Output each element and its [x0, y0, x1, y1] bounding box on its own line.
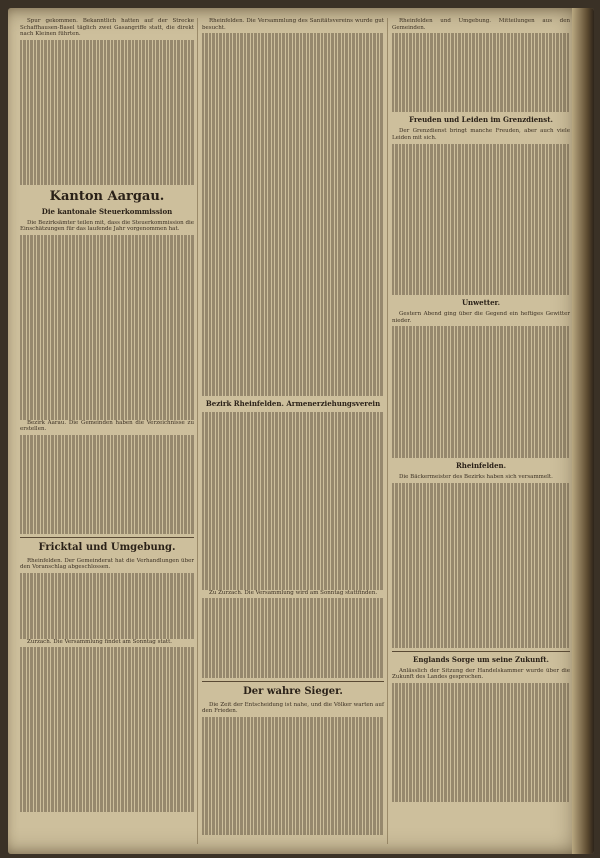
text-block: [20, 235, 194, 420]
newspaper-page: [8, 8, 594, 854]
column-divider: [197, 18, 198, 844]
text-block: [202, 412, 384, 590]
text-block: [20, 573, 194, 639]
text-block: [202, 33, 384, 396]
article-heading: Englands Sorge um seine Zukunft.: [413, 654, 549, 664]
text-block: [20, 40, 194, 185]
article-paragraph: Rheinfelden. Der Gemeinderat hat die Verhandlungen über den Voranschlag abgeschlossen.: [20, 557, 194, 571]
section-heading: Fricktal und Umgebung.: [38, 541, 176, 553]
article-heading: Bezirk Rheinfelden. Armenerziehungsverein: [205, 398, 381, 408]
article-paragraph: Die Bäckermeister des Bezirks haben sich versammelt.: [399, 474, 553, 481]
divider: [202, 681, 384, 682]
text-block: [392, 326, 570, 458]
article-heading: Rheinfelden.: [455, 461, 507, 471]
article-paragraph: Bezirk Aarau. Die Gemeinden haben die Verzeichnisse zu erstellen.: [20, 419, 194, 433]
column-1: [20, 18, 194, 812]
text-block: [20, 647, 194, 812]
column-2: [202, 18, 384, 835]
article-paragraph: Zurzach. Die Versammlung findet am Sonntag statt.: [27, 638, 173, 645]
article-paragraph: Anlässlich der Sitzung der Handelskammer wurde über die Zukunft des Landes gesprochen.: [392, 667, 570, 681]
article-heading: Unwetter.: [461, 298, 501, 308]
book-binding: [572, 8, 594, 854]
column-divider: [387, 18, 388, 844]
text-block: [20, 435, 194, 534]
column-3: [392, 18, 570, 802]
text-block: [392, 483, 570, 648]
article-heading: Die kantonale Steuerkommission: [41, 206, 173, 216]
article-paragraph: Rheinfelden. Die Versammlung des Sanitätsvereins wurde gut besucht.: [202, 18, 384, 31]
text-block: [392, 144, 570, 296]
divider: [392, 651, 570, 652]
divider: [20, 537, 194, 538]
article-paragraph: Gestern Abend ging über die Gegend ein heftiges Gewitter nieder.: [392, 311, 570, 324]
text-block: [202, 717, 384, 836]
article-paragraph: Rheinfelden und Umgebung. Mitteilungen aus den Gemeinden.: [392, 18, 570, 31]
article-paragraph: Zu Zurzach. Die Versammlung wird am Sonntag stattfinden.: [209, 589, 378, 596]
section-heading: Kanton Aargau.: [49, 188, 165, 204]
text-block: [392, 683, 570, 802]
article-heading: Der wahre Sieger.: [243, 685, 343, 697]
article-paragraph: Der Grenzdienst bringt manche Freuden, aber auch viele Leiden mit sich.: [392, 128, 570, 141]
text-block: [392, 33, 570, 112]
article-heading: Freuden und Leiden im Grenzdienst.: [409, 115, 553, 125]
text-block: [202, 598, 384, 677]
article-paragraph: Die Bezirksämter teilen mit, dass die Steuerkommission die Einschätzungen für das laufende Jahr vorgenommen hat.: [20, 219, 194, 233]
article-paragraph: Die Zeit der Entscheidung ist nahe, und die Völker warten auf den Frieden.: [202, 701, 384, 715]
article-paragraph: Spur gekommen. Bekanntlich hatten auf der Strecke Schaffhausen-Basel täglich zwei Gasangriffe statt, die direkt nach Kleinen führten.: [20, 18, 194, 38]
